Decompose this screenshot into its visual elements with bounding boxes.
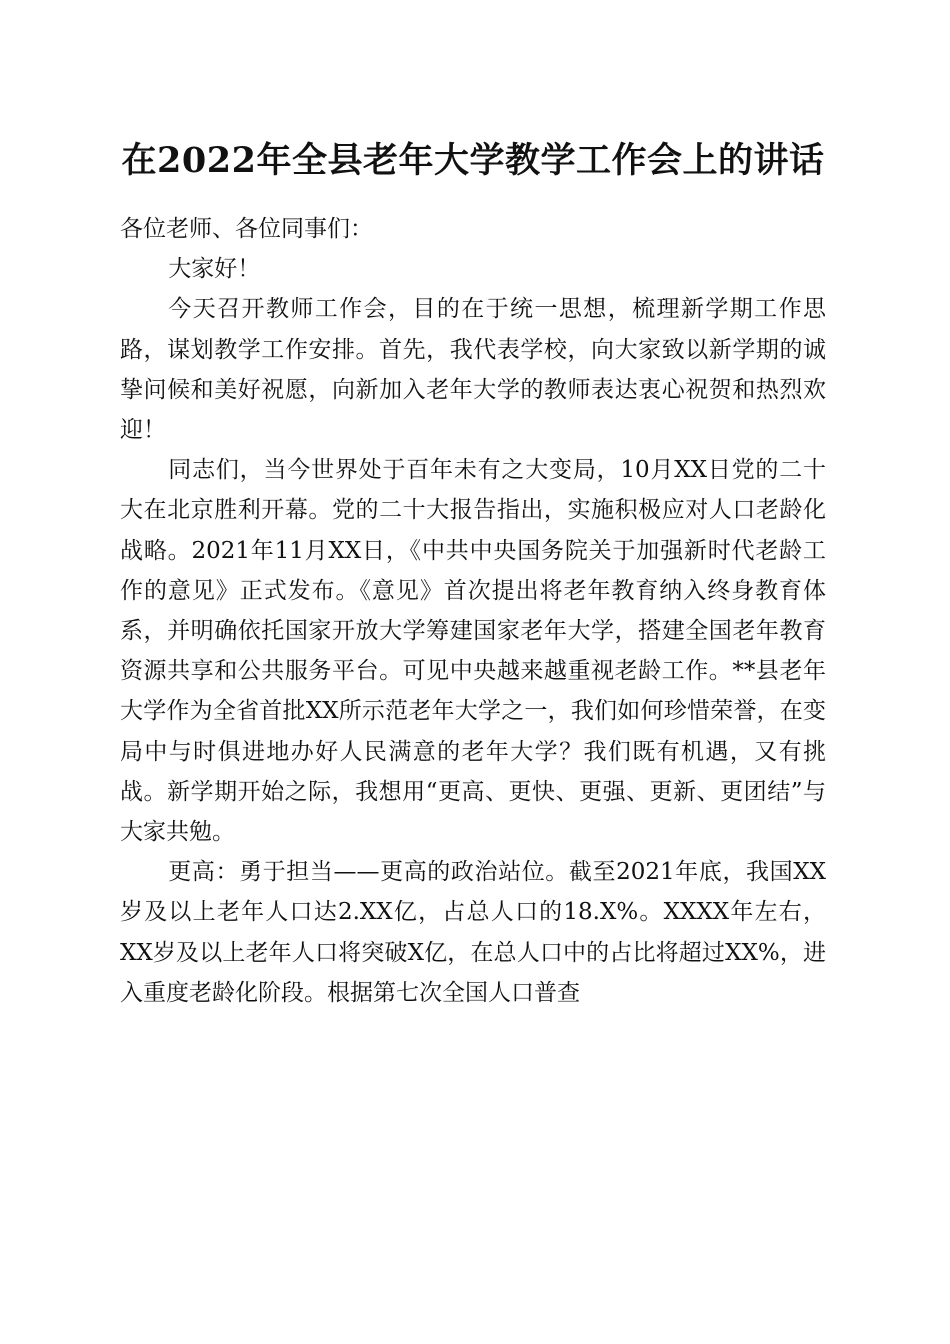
paragraph-higher: 更高：勇于担当——更高的政治站位。截至2021年底，我国XX岁及以上老年人口达2.XX亿，占总人口的18.X%。XXXX年左右，XX岁及以上老年人口将突破X亿，在总人口中的占比将超过XX%，进入重度老龄化阶段。根据第七次全国人口普查 (120, 859, 826, 1006)
paragraph-background: 同志们，当今世界处于百年未有之大变局，10月XX日党的二十大在北京胜利开幕。党的二十大报告指出，实施积极应对人口老龄化战略。2021年11月XX日，《中共中央国务院关于加强新时代老龄工作的意见》正式发布。《意见》首次提出将老年教育纳入终身教育体系，并明确依托国家开放大学筹建国家老年大学，搭建全国老年教育资源共享和公共服务平台。可见中央越来越重视老龄工作。**县老年大学作为全省首批XX所示范老年大学之一，我们如何珍惜荣誉，在变局中与时俱进地办好人民满意的老年大学？我们既有机遇，又有挑战。新学期开始之际，我想用“更高、更快、更强、更新、更团结”与大家共勉。 (120, 457, 826, 846)
document-page (120, 0, 826, 1344)
paragraph-opening: 今天召开教师工作会，目的在于统一思想，梳理新学期工作思路，谋划教学工作安排。首先，我代表学校，向大家致以新学期的诚挚问候和美好祝愿，向新加入老年大学的教师表达衷心祝贺和热烈欢迎！ (120, 296, 826, 444)
paragraph-greeting: 大家好！ (168, 256, 261, 283)
salutation: 各位老师、各位同事们： (120, 216, 373, 242)
document-body (120, 209, 826, 1013)
document-title: 在2022年全县老年大学教学工作会上的讲话 (121, 140, 825, 181)
